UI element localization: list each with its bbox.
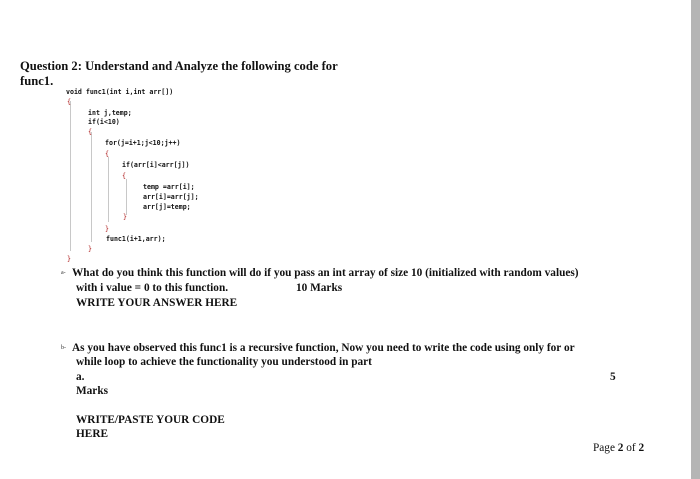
part-b-marks-label: Marks (76, 385, 109, 397)
code-line: int j,temp; (88, 109, 132, 117)
part-b-bullet: b- (61, 345, 66, 351)
code-line: func1(i+1,arr); (106, 235, 166, 243)
part-b-marks-number: 5 (610, 371, 616, 383)
page-number (593, 442, 644, 454)
code-line: void func1(int i,int arr[]) (66, 88, 174, 96)
code-line: arr[j]=temp; (143, 203, 191, 211)
code-line: } (67, 255, 71, 263)
part-b-line-2: while loop to achieve the functionality you understood in part (76, 356, 372, 368)
indent-guide (70, 101, 71, 251)
page-prefix: Page (593, 442, 615, 454)
page-of: of (626, 442, 636, 454)
code-line: } (105, 225, 109, 233)
indent-guide (126, 179, 127, 215)
page-current: 2 (617, 442, 624, 454)
part-a-line-2: with i value = 0 to this function. (76, 282, 229, 294)
indent-guide (91, 132, 92, 242)
code-line: { (67, 98, 71, 106)
part-b-line-1: As you have observed this func1 is a recursive function, Now you need to write the code using only for or (72, 342, 575, 354)
page-edge (691, 0, 700, 479)
question-title (20, 59, 350, 89)
part-a-marks: 10 Marks (296, 282, 343, 294)
code-line: { (88, 128, 92, 136)
question-title-line-2: func1. (20, 74, 54, 88)
code-line: temp =arr[i]; (143, 183, 195, 191)
code-line: } (88, 245, 92, 253)
part-a-answer-prompt: WRITE YOUR ANSWER HERE (76, 297, 238, 309)
part-b-line-3: a. (76, 371, 85, 383)
code-line: for(j=i+1;j<10;j++) (105, 139, 181, 147)
code-line: if(i<10) (88, 118, 120, 126)
part-b-code-prompt-line-1: WRITE/PASTE YOUR CODE (76, 414, 225, 426)
code-line: { (105, 150, 109, 158)
code-line: { (122, 172, 126, 180)
question-title-line-1: Question 2: Understand and Analyze the following code for (20, 59, 338, 73)
part-a-bullet: a- (61, 270, 66, 276)
code-line: arr[i]=arr[j]; (143, 193, 199, 201)
indent-guide (108, 157, 109, 222)
code-line: } (123, 213, 127, 221)
part-a-line-1: What do you think this function will do if you pass an int array of size 10 (initialized with random values) (72, 267, 579, 279)
code-line: if(arr[i]<arr[j]) (122, 161, 190, 169)
part-b-code-prompt-line-2: HERE (76, 428, 109, 440)
page-total: 2 (638, 442, 645, 454)
